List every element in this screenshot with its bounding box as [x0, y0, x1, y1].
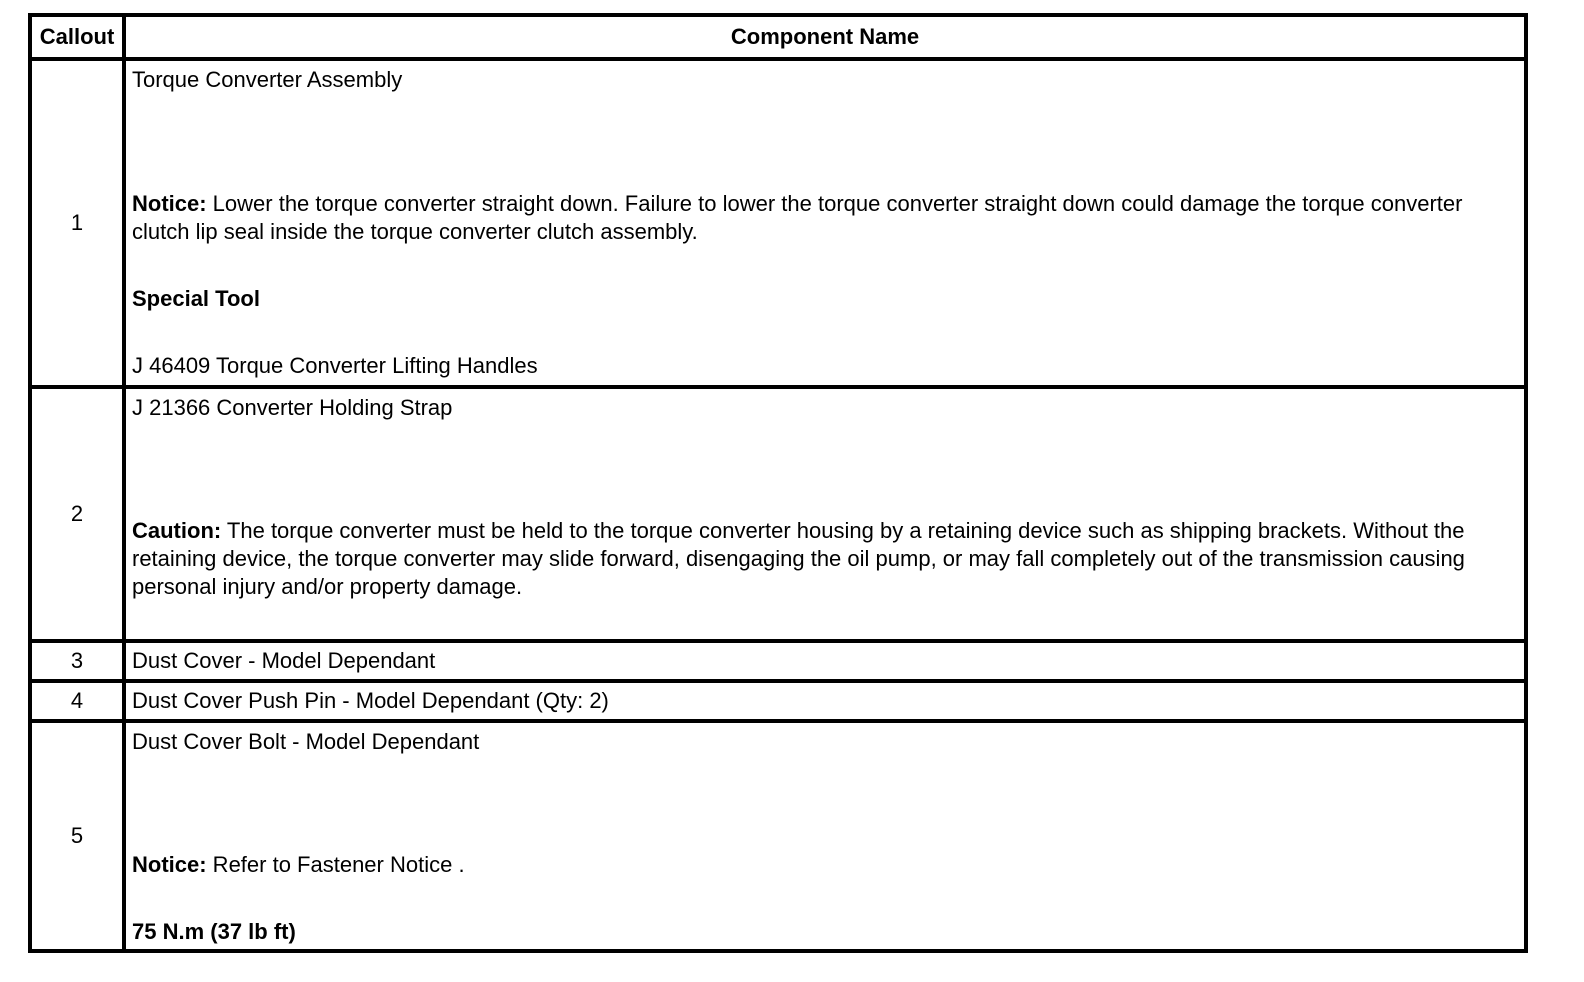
callout-number: 4 [32, 683, 126, 719]
table-row [32, 389, 1524, 643]
special-tool-name: J 46409 Torque Converter Lifting Handles [132, 353, 538, 378]
caution-label: Caution: [132, 518, 222, 543]
callout-number: 1 [32, 61, 126, 385]
caution-text: The torque converter must be held to the torque converter housing by a retaining device such as shipping brackets. Without the retaining device, the torque converter may slide forward, disengaging the oil pump, or may fall completely out of the transmission causing personal injury and/or property damage. [132, 518, 1465, 599]
callout-number: 5 [32, 723, 126, 949]
table-row [32, 683, 1524, 723]
callout-number: 3 [32, 643, 126, 679]
component-title: Dust Cover Bolt - Model Dependant [132, 729, 480, 754]
component-title: Dust Cover - Model Dependant [132, 648, 436, 673]
component-cell [126, 61, 1524, 385]
table-row [32, 723, 1524, 949]
notice-paragraph [132, 851, 465, 879]
table-row [32, 643, 1524, 683]
component-title: Dust Cover Push Pin - Model Dependant (Qty: 2) [132, 688, 609, 713]
component-name-column-header: Component Name [730, 24, 920, 49]
notice-label: Notice: [132, 191, 207, 216]
component-title: Torque Converter Assembly [132, 67, 403, 92]
caution-paragraph [132, 517, 1518, 601]
torque-spec: 75 N.m (37 lb ft) [132, 919, 296, 944]
component-cell [126, 643, 1524, 679]
component-cell [126, 389, 1524, 639]
component-title: J 21366 Converter Holding Strap [132, 395, 453, 420]
notice-text: Lower the torque converter straight down. Failure to lower the torque converter straight down could damage the torque converter clutch lip seal inside the torque converter clutch assembly. [132, 191, 1463, 244]
callout-column-header: Callout [32, 17, 126, 57]
table-row [32, 61, 1524, 389]
notice-paragraph [132, 190, 1518, 246]
table-header-row [32, 17, 1524, 61]
notice-text: Refer to Fastener Notice . [206, 852, 465, 877]
callout-number: 2 [32, 389, 126, 639]
special-tool-heading: Special Tool [132, 286, 260, 311]
component-cell [126, 723, 1524, 949]
component-cell [126, 683, 1524, 719]
notice-label: Notice: [132, 852, 207, 877]
component-table [28, 13, 1528, 953]
